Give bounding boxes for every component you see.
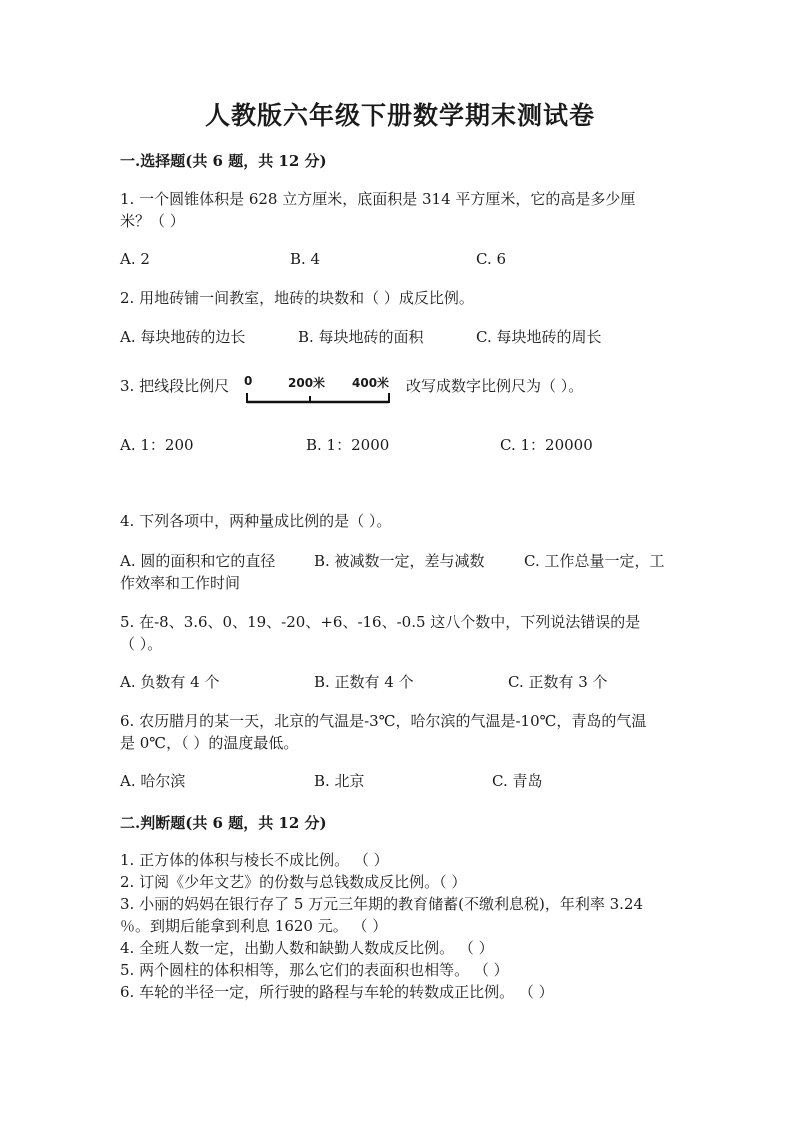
judgment-item-1: 1. 正方体的体积与棱长不成比例。 （ ） xyxy=(120,851,389,869)
scale-label-200: 200米 xyxy=(288,376,326,390)
question-1-options xyxy=(120,248,685,270)
judgment-item-5: 5. 两个圆柱的体积相等，那么它们的表面积也相等。 （ ） xyxy=(120,961,509,979)
question-5 xyxy=(120,611,685,655)
option-a: A. 哈尔滨 xyxy=(120,772,186,790)
scale-label-400: 400米 xyxy=(352,376,390,390)
question-6-options xyxy=(120,770,685,792)
judgment-item-2: 2. 订阅《少年文艺》的份数与总钱数成反比例。（ ） xyxy=(120,873,467,891)
option-c: C. 6 xyxy=(476,250,507,268)
option-b: B. 被减数一定，差与减数 xyxy=(314,552,485,570)
option-a: A. 负数有 4 个 xyxy=(120,673,220,691)
question-3-options xyxy=(120,434,685,456)
scale-bar-graphic xyxy=(244,372,394,412)
option-a: A. 圆的面积和它的直径 xyxy=(120,552,276,570)
judgment-item-3-line-1: 3. 小丽的妈妈在银行存了 5 万元三年期的教育储蓄(不缴利息税)，年利率 3.24 xyxy=(120,895,644,913)
question-6 xyxy=(120,710,685,754)
question-4-options xyxy=(120,550,685,572)
question-1-line-1: 1. 一个圆锥体积是 628 立方厘米，底面积是 314 平方厘米，它的高是多少厘 xyxy=(120,190,636,208)
option-b: B. 每块地砖的面积 xyxy=(298,328,424,346)
question-5-line-2: （ ）。 xyxy=(120,635,163,653)
question-3-text-before: 3. 把线段比例尺 xyxy=(120,377,230,395)
option-c: C. 工作总量一定，工 xyxy=(524,552,665,570)
option-c: C. 青岛 xyxy=(492,772,543,790)
question-1-line-2: 米？（ ） xyxy=(120,212,185,230)
question-6-line-1: 6. 农历腊月的某一天，北京的气温是-3℃，哈尔滨的气温是-10℃，青岛的气温 xyxy=(120,712,647,730)
option-a: A. 2 xyxy=(120,250,150,268)
section-heading-choice: 一.选择题(共 6 题，共 12 分) xyxy=(120,152,327,170)
option-c: C. 每块地砖的周长 xyxy=(476,328,602,346)
section-heading-judgment: 二.判断题(共 6 题，共 12 分) xyxy=(120,814,327,832)
question-4: 4. 下列各项中，两种量成比例的是（ ）。 xyxy=(120,512,392,530)
page-title: 人教版六年级下册数学期末测试卷 xyxy=(204,101,595,130)
judgment-item-3-line-2: ％。到期后能拿到利息 1620 元。 （ ） xyxy=(120,917,388,935)
question-5-options xyxy=(120,671,685,693)
question-1 xyxy=(120,188,685,232)
question-4-option-c-continuation: 作效率和工作时间 xyxy=(120,574,241,592)
judgment-list xyxy=(120,849,700,1003)
judgment-item-6: 6. 车轮的半径一定，所行驶的路程与车轮的转数成正比例。 （ ） xyxy=(120,983,554,1001)
option-b: B. 正数有 4 个 xyxy=(314,673,414,691)
question-2: 2. 用地砖铺一间教室，地砖的块数和（ ）成反比例。 xyxy=(120,289,474,307)
question-3-text-after: 改写成数字比例尺为（ ）。 xyxy=(406,377,584,395)
line-scale-figure xyxy=(244,372,394,412)
option-c: C. 1：20000 xyxy=(500,436,593,454)
question-2-options xyxy=(120,326,685,348)
scale-label-0: 0 xyxy=(244,374,253,388)
question-5-line-1: 5. 在-8、3.6、0、19、-20、+6、-16、-0.5 这八个数中，下列说法错误的是 xyxy=(120,613,641,631)
option-b: B. 4 xyxy=(290,250,321,268)
question-6-line-2: 是 0℃，（ ）的温度最低。 xyxy=(120,734,299,752)
option-b: B. 1：2000 xyxy=(306,436,390,454)
option-c: C. 正数有 3 个 xyxy=(508,673,608,691)
option-a: A. 每块地砖的边长 xyxy=(120,328,246,346)
option-b: B. 北京 xyxy=(314,772,365,790)
judgment-item-4: 4. 全班人数一定，出勤人数和缺勤人数成反比例。 （ ） xyxy=(120,939,494,957)
option-a: A. 1：200 xyxy=(120,436,194,454)
